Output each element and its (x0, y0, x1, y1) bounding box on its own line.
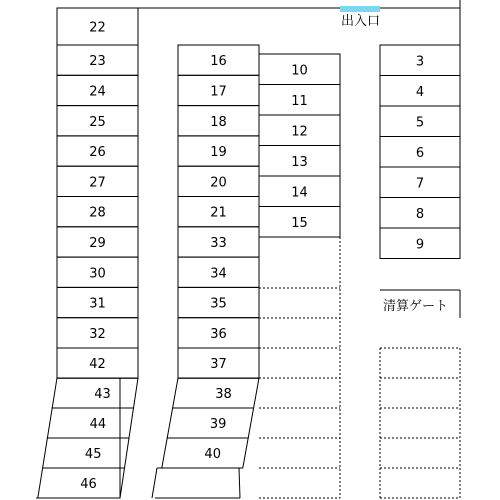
space-number: 17 (210, 84, 227, 100)
lot-boundary (120, 0, 460, 498)
unnumbered-spaces (259, 237, 460, 498)
space-number: 43 (94, 387, 111, 402)
parking-space-24 (57, 75, 138, 105)
parking-space-21 (178, 197, 259, 227)
parking-space-9 (380, 228, 460, 259)
parking-space-20 (178, 166, 259, 196)
parking-space-4 (380, 76, 460, 107)
parking-space-3 (380, 45, 460, 76)
payment-gate (380, 290, 460, 318)
space-number: 15 (291, 215, 308, 231)
space-number: 34 (210, 266, 227, 282)
space-number: 14 (291, 185, 308, 201)
parking-space-15 (259, 207, 340, 238)
space-number: 32 (89, 326, 106, 342)
space-number: 13 (291, 154, 308, 170)
space-number: 8 (415, 206, 425, 222)
parking-space-25 (57, 106, 138, 136)
space-number: 5 (415, 115, 425, 131)
parking-space-14 (259, 176, 340, 207)
space-number: 30 (89, 266, 106, 282)
space-number: 18 (210, 114, 227, 130)
space-number: 40 (204, 447, 221, 462)
space-number: 6 (415, 145, 425, 161)
parking-space-26 (57, 136, 138, 166)
space-number: 9 (415, 237, 425, 253)
space-number: 27 (89, 175, 106, 191)
parking-spaces (36, 8, 460, 498)
entrance-label: 出入口 (341, 14, 381, 29)
space-number: 20 (210, 175, 227, 191)
parking-space-40 (162, 438, 248, 468)
parking-space-18 (178, 106, 259, 136)
space-number: 24 (89, 84, 106, 100)
parking-space-35 (178, 287, 259, 317)
parking-space-11 (259, 85, 340, 116)
parking-space-46 (38, 468, 125, 498)
parking-space-23 (57, 45, 138, 75)
space-number: 36 (210, 326, 227, 342)
space-number: 16 (210, 54, 227, 70)
entrance-marker (340, 6, 380, 12)
space-number: 22 (89, 20, 106, 36)
parking-space-5 (380, 106, 460, 137)
space-number: 12 (291, 124, 308, 140)
parking-space-13 (259, 146, 340, 177)
space-number: 33 (210, 235, 227, 251)
space-number: 45 (84, 447, 102, 462)
parking-space-44 (47, 408, 133, 438)
space-number: 7 (415, 176, 425, 192)
parking-space-12 (259, 115, 340, 146)
space-number: 28 (89, 205, 106, 221)
parking-space-6 (380, 137, 460, 168)
space-number: 23 (89, 54, 106, 70)
parking-space-19 (178, 136, 259, 166)
parking-space-27 (57, 166, 138, 196)
parking-space-29 (57, 227, 138, 257)
space-number: 38 (215, 387, 232, 402)
space-number: 19 (210, 145, 227, 161)
space-number: 25 (89, 114, 106, 130)
space-number: 42 (89, 357, 106, 373)
parking-space-22 (57, 8, 138, 45)
parking-space-32 (57, 318, 138, 348)
parking-space-33 (178, 227, 259, 257)
parking-space-28 (57, 197, 138, 227)
parking-space-10 (259, 54, 340, 85)
parking-space-8 (380, 198, 460, 229)
parking-space-7 (380, 167, 460, 198)
parking-space-42 (57, 348, 138, 378)
space-number: 26 (89, 145, 106, 161)
parking-space-36 (178, 318, 259, 348)
space-number: 46 (80, 477, 97, 492)
parking-space-37 (178, 348, 259, 378)
parking-space-39 (167, 408, 253, 438)
space-number: 37 (210, 357, 227, 373)
space-number: 31 (89, 296, 106, 312)
parking-space-45 (43, 438, 129, 468)
space-number: 29 (89, 235, 106, 251)
space-number: 35 (210, 296, 227, 312)
parking-space-38 (173, 378, 259, 408)
parking-space-43 (52, 378, 138, 408)
space-number: 44 (89, 417, 107, 432)
space-number: 39 (209, 417, 227, 432)
parking-space-17 (178, 75, 259, 105)
space-number: 11 (291, 93, 308, 109)
parking-space-31 (57, 287, 138, 317)
space-number: 3 (415, 54, 425, 70)
parking-space-34 (178, 257, 259, 287)
space-number: 10 (291, 63, 308, 79)
parking-space-30 (57, 257, 138, 287)
parking-space-16 (178, 45, 259, 75)
space-number: 4 (415, 84, 425, 100)
space-number: 21 (210, 205, 227, 221)
payment-gate-label: 清算ゲート (383, 299, 449, 314)
